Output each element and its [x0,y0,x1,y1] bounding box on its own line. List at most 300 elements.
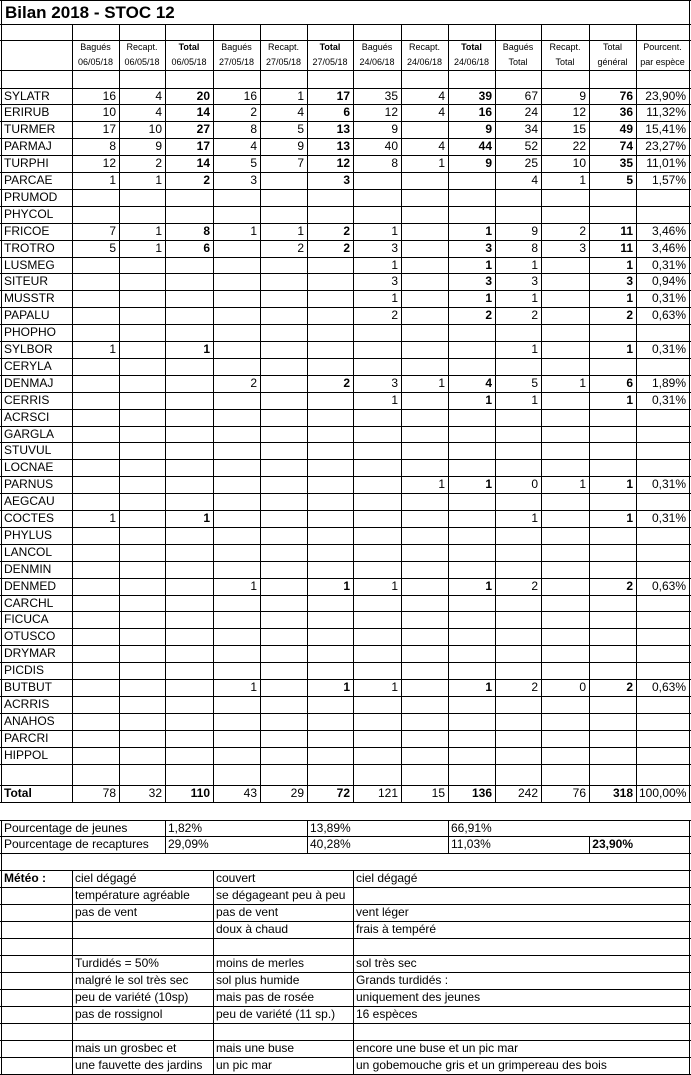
grid-line [0,121,691,122]
table-cell [541,747,589,764]
grid-line [0,679,691,680]
species-code: LANCOL [4,544,53,559]
table-cell [213,561,260,578]
table-cell: 6 [343,105,350,120]
table-cell: 1 [485,223,492,238]
table-cell [353,595,401,612]
meteo-text: frais à tempéré [356,922,437,937]
table-cell [401,341,448,358]
table-cell [401,595,448,612]
table-cell [165,679,213,696]
table-cell: 0 [531,477,538,492]
species-code: PHOPHO [4,325,57,340]
table-cell: 1,89% [651,375,686,390]
grid-line [495,24,496,802]
table-cell [72,189,119,206]
column-header: Total [602,42,622,52]
table-cell: 0,31% [651,342,686,356]
table-cell: 11,01% [646,156,686,171]
table-cell: 1 [626,291,633,306]
total-cell: 318 [612,786,633,800]
table-cell [213,290,260,307]
species-code: DENMAJ [4,375,54,390]
table-cell [260,578,307,595]
table-cell: 0,31% [651,257,686,272]
table-cell [165,324,213,341]
jeunes-value: 66,91% [451,820,492,835]
table-cell [401,645,448,662]
table-cell: 4 [438,139,445,154]
grid-line [0,696,691,697]
table-cell: 14 [196,156,210,171]
species-code: CERRIS [4,392,50,407]
table-cell [213,595,260,612]
table-cell [213,257,260,274]
table-cell [119,324,165,341]
grid-line [589,836,590,853]
species-code: CERYLA [4,358,52,373]
table-cell: 1 [109,173,116,187]
table-cell: 16 [102,88,116,103]
table-cell [353,713,401,730]
table-cell [213,747,260,764]
table-cell [260,459,307,476]
grid-line [0,904,691,905]
meteo-text: ciel dégagé [75,871,137,886]
table-cell [401,392,448,409]
grid-line [0,785,691,786]
table-cell [213,696,260,713]
table-cell [72,307,119,324]
table-cell [636,747,689,764]
species-code: TURMER [4,122,56,137]
table-cell [353,510,401,527]
table-cell: 16 [243,88,257,103]
grid-line [0,972,691,973]
table-cell [165,206,213,223]
table-cell: 14 [196,105,210,120]
table-cell: 0,31% [651,511,686,525]
table-cell: 2 [531,308,538,323]
table-cell [448,747,495,764]
table-cell [165,696,213,713]
table-cell [636,206,689,223]
table-cell [260,747,307,764]
column-header: Recapt. [408,42,441,52]
table-cell: 74 [619,139,633,154]
total-cell: 15 [431,786,445,800]
grid-line [0,713,691,714]
table-cell [260,375,307,392]
table-cell: 0,63% [651,680,686,694]
notes-text: 16 espèces [356,1006,418,1021]
column-subheader: 27/05/18 [218,57,255,67]
table-cell [213,730,260,747]
table-cell: 3 [343,173,350,187]
table-cell [448,206,495,223]
total-cell: 43 [243,786,257,800]
meteo-text: pas de vent [75,905,138,920]
table-cell: 27 [196,122,210,137]
table-cell [495,730,541,747]
table-cell [401,544,448,561]
table-cell: 1 [109,511,116,525]
total-cell: 100,00% [639,786,687,800]
table-cell [448,172,495,189]
table-cell [119,189,165,206]
table-cell: 2 [343,223,350,238]
species-code: COCTES [4,511,55,525]
column-header: Total [461,42,482,52]
table-cell [307,341,353,358]
table-cell [119,341,165,358]
table-cell: 1 [109,342,116,356]
table-cell [353,476,401,493]
table-cell [72,358,119,375]
species-code: TURPHI [4,156,49,171]
species-code: PHYLUS [4,527,53,542]
grid-line [0,257,691,258]
meteo-text: pas de vent [216,905,279,920]
meteo-text: doux à chaud [216,922,289,937]
table-cell: 76 [619,88,633,103]
table-cell: 3 [626,274,633,289]
table-cell [119,375,165,392]
column-header: Total [178,42,200,52]
table-cell [495,713,541,730]
table-cell [353,561,401,578]
table-cell: 8 [109,139,116,154]
table-cell [448,358,495,375]
table-cell [401,679,448,696]
species-code: LOCNAE [4,460,54,475]
table-cell: 1 [485,680,492,694]
table-cell [448,493,495,510]
table-cell [213,611,260,628]
table-cell: 1 [626,477,633,492]
table-cell [448,527,495,544]
table-cell [495,561,541,578]
table-cell [401,442,448,459]
table-cell: 2 [297,240,304,255]
species-code: FRICOE [4,223,50,238]
table-cell [589,611,636,628]
table-cell [260,392,307,409]
table-cell [213,628,260,645]
grid-line [0,662,691,663]
table-cell [72,442,119,459]
table-cell: 3 [391,375,398,390]
table-cell: 1 [531,257,538,272]
table-cell [636,595,689,612]
column-header: Bagués [361,42,393,52]
table-cell [165,375,213,392]
table-cell [213,392,260,409]
table-cell [72,561,119,578]
table-cell [260,426,307,443]
table-cell [448,595,495,612]
table-cell [119,747,165,764]
table-cell [353,206,401,223]
table-cell [401,459,448,476]
table-cell [448,662,495,679]
grid-line [0,88,691,89]
table-cell: 0 [579,680,586,694]
table-cell: 2 [531,680,538,694]
table-cell [495,409,541,426]
table-cell: 35 [619,156,633,171]
table-cell: 1 [626,342,633,356]
table-cell: 9 [391,122,398,137]
table-cell [213,341,260,358]
table-cell [636,730,689,747]
table-cell [260,662,307,679]
table-cell [495,442,541,459]
table-cell [541,527,589,544]
table-cell [448,459,495,476]
table-cell [260,730,307,747]
table-cell: 4 [155,105,162,120]
table-cell: 17 [196,139,210,154]
table-cell: 12 [572,105,586,120]
table-cell [541,662,589,679]
table-cell: 10 [572,156,586,171]
table-cell [165,392,213,409]
table-cell [541,290,589,307]
notes-text: un gobemouche gris et un grimpereau des bois [356,1057,607,1072]
table-cell [636,544,689,561]
table-cell [72,409,119,426]
column-header: Recapt. [549,42,581,52]
grid-line [0,887,691,888]
grid-line [0,836,691,837]
table-cell: 1 [485,477,492,492]
grid-line [0,493,691,494]
table-cell [589,730,636,747]
table-cell [448,561,495,578]
grid-line [0,921,691,922]
table-cell [401,223,448,240]
table-cell [589,409,636,426]
table-cell [260,493,307,510]
table-cell [401,273,448,290]
table-cell: 1 [203,342,210,356]
grid-line [636,24,637,802]
table-cell [119,730,165,747]
notes-text: Grands turdidés : [356,973,449,988]
table-cell: 25 [524,156,538,171]
table-cell: 0,63% [651,578,686,593]
table-cell: 1 [626,257,633,272]
table-cell [541,696,589,713]
table-cell: 1 [485,578,492,593]
grid-line [0,459,691,460]
table-cell [165,189,213,206]
table-cell: 15,41% [645,122,686,137]
table-cell [119,358,165,375]
table-cell [165,561,213,578]
table-cell [72,476,119,493]
grid-line [72,24,73,802]
table-cell: 3 [485,274,492,289]
table-cell [307,730,353,747]
table-cell [589,628,636,645]
table-cell [401,730,448,747]
species-code: PARNUS [4,477,54,492]
table-cell [165,493,213,510]
grid-line [0,628,691,629]
table-cell: 6 [203,240,210,255]
table-cell [119,459,165,476]
column-header: Bagués [502,42,534,52]
grid-line [0,223,691,224]
table-cell: 4 [250,139,257,154]
grid-line [0,189,691,190]
jeunes-value: 1,82% [168,820,203,835]
table-cell [72,206,119,223]
table-cell: 22 [572,139,586,154]
table-cell [213,527,260,544]
table-cell: 3 [579,240,586,255]
page-title: Bilan 2018 - STOC 12 [5,3,175,22]
table-cell [589,662,636,679]
table-cell [636,611,689,628]
table-cell: 1 [391,680,398,694]
grid-line [0,747,691,748]
table-cell [165,628,213,645]
table-cell [307,273,353,290]
grid-line [1,0,2,802]
column-header: Recapt. [267,42,300,52]
table-cell [541,645,589,662]
species-code: PARMAJ [4,139,52,154]
table-cell: 0,31% [651,392,686,407]
table-cell [353,645,401,662]
table-cell [165,645,213,662]
meteo-label: Météo : [4,871,46,886]
table-cell: 1 [438,156,445,171]
table-cell [589,747,636,764]
table-cell [119,493,165,510]
table-cell: 11 [620,240,633,255]
table-cell [72,392,119,409]
table-cell [260,611,307,628]
table-cell [353,358,401,375]
table-cell [72,578,119,595]
table-cell: 5 [109,240,116,255]
table-cell [213,645,260,662]
table-cell: 1 [579,477,586,492]
table-cell: 13 [336,122,350,137]
table-cell [636,442,689,459]
table-cell: 9 [485,122,492,137]
table-cell [260,409,307,426]
table-cell: 1 [155,173,162,187]
table-cell [72,426,119,443]
grid-line [0,730,691,731]
table-cell [213,273,260,290]
table-cell [495,426,541,443]
table-cell [307,392,353,409]
table-cell [260,189,307,206]
table-cell: 1 [531,291,538,306]
table-cell [353,493,401,510]
table-cell: 1 [203,511,210,525]
table-cell [541,628,589,645]
table-cell [636,713,689,730]
table-cell: 8 [391,156,398,171]
species-code: ACRSCI [4,409,50,424]
table-cell [541,426,589,443]
column-subheader: général [597,57,628,67]
table-cell: 1 [155,240,162,255]
table-cell [401,409,448,426]
table-cell: 24 [524,105,538,120]
grid-line [0,341,691,342]
table-cell [401,290,448,307]
notes-text: uniquement des jeunes [356,990,481,1004]
table-cell [307,628,353,645]
table-cell [541,392,589,409]
table-cell [448,713,495,730]
notes-text: une fauvette des jardins [75,1057,203,1072]
species-code: AEGCAU [4,494,55,509]
table-cell: 2 [343,240,350,255]
table-cell [307,595,353,612]
table-cell [541,713,589,730]
grid-line [0,544,691,545]
table-cell: 2 [203,173,210,187]
table-cell [165,544,213,561]
table-cell [72,696,119,713]
total-cell: 78 [102,786,116,800]
table-cell [213,459,260,476]
table-cell: 0,31% [651,477,686,492]
table-cell: 1 [579,173,586,187]
table-cell [401,628,448,645]
total-label: Total [4,786,32,800]
table-cell [119,206,165,223]
table-cell [495,459,541,476]
table-cell [448,730,495,747]
table-cell [72,324,119,341]
grid-line [0,206,691,207]
table-cell: 1 [391,223,398,238]
table-cell [72,527,119,544]
table-cell [213,409,260,426]
table-cell [213,662,260,679]
table-cell [495,628,541,645]
species-code: DRYMAR [4,646,56,661]
table-cell [541,307,589,324]
table-cell [353,611,401,628]
table-cell [119,392,165,409]
table-cell: 2 [155,156,162,171]
table-cell [307,747,353,764]
table-cell [165,358,213,375]
table-cell: 2 [343,375,350,390]
table-cell [165,747,213,764]
table-cell [260,645,307,662]
table-cell [165,307,213,324]
table-cell [307,493,353,510]
table-cell: 11 [620,223,633,238]
total-cell: 72 [336,786,350,800]
table-cell [636,459,689,476]
table-cell [401,257,448,274]
grid-line [0,307,691,308]
grid-line [401,24,402,802]
